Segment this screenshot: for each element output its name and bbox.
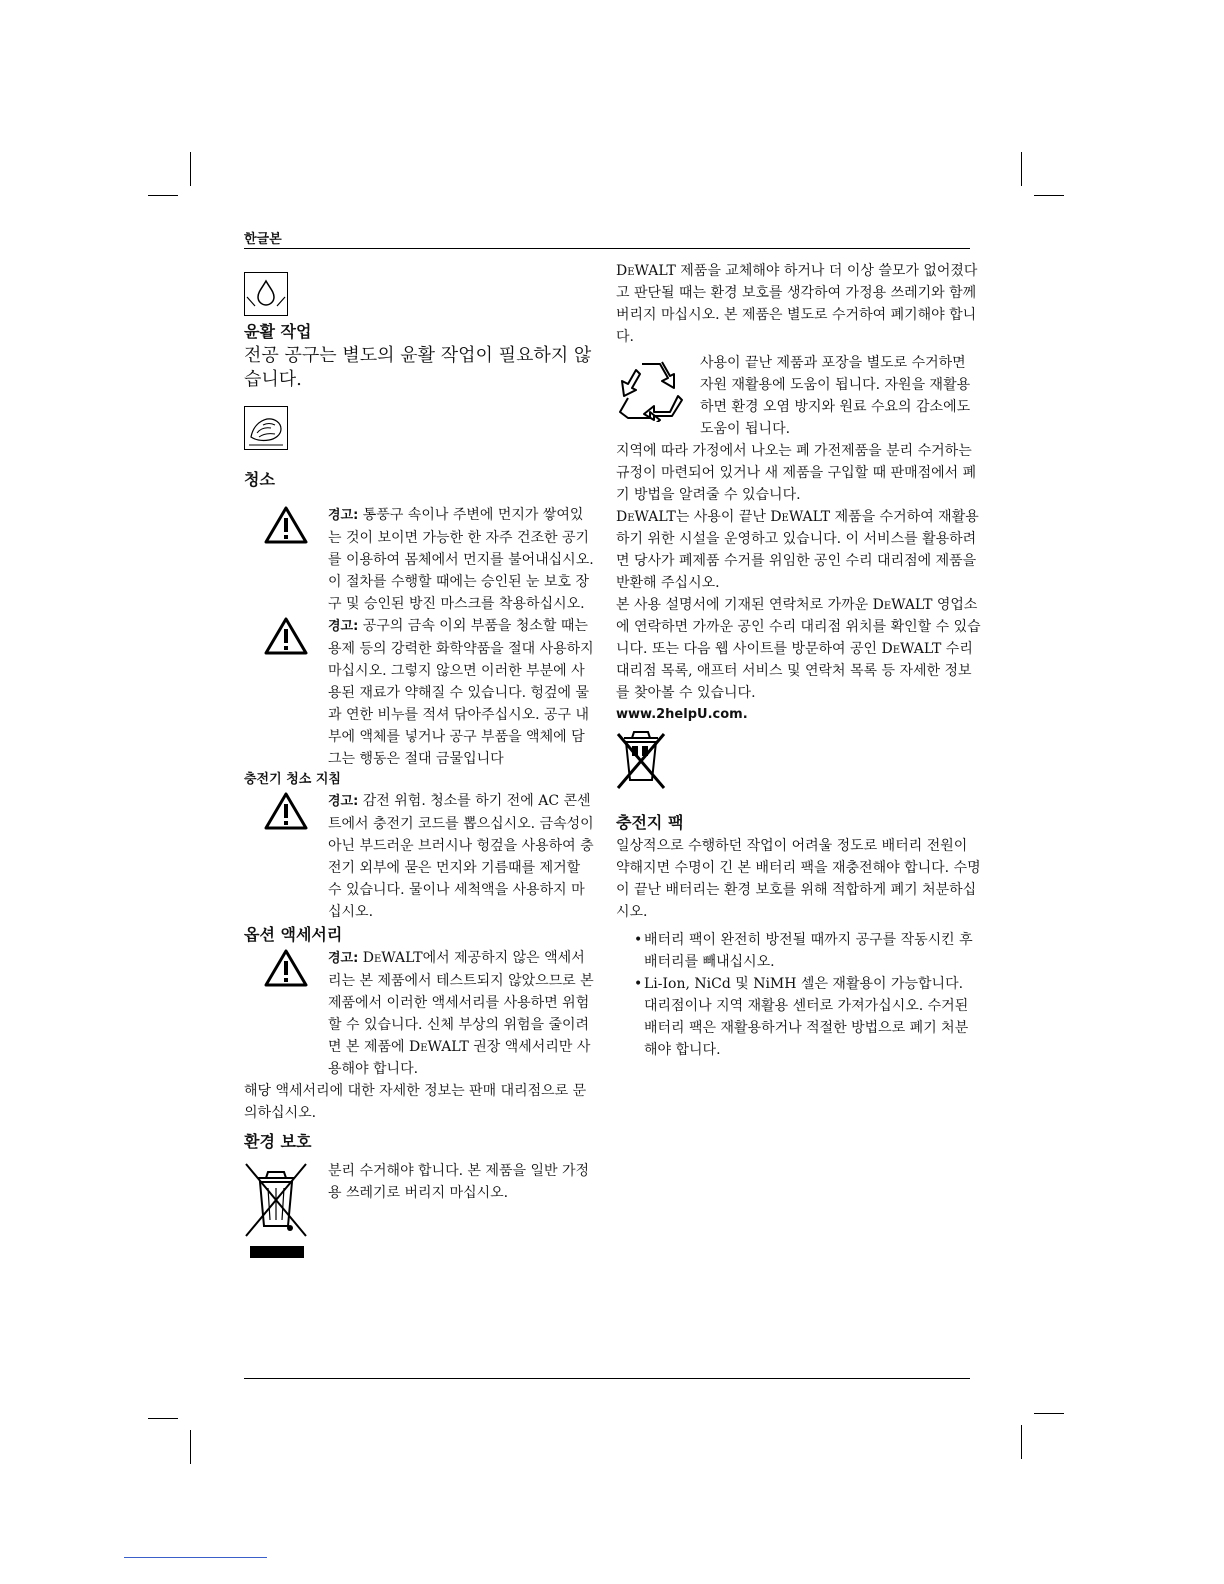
lubrication-text: 전공 공구는 별도의 윤활 작업이 필요하지 않습니다.: [244, 345, 592, 390]
warning-text: 권장 액세서리만 사용해야 합니다.: [328, 1039, 591, 1077]
header-rule: [244, 248, 970, 249]
warning-text: 공구의 금속 이외 부품을 청소할 때는 용제 등의 강력한 화학약품을 절대 사용하지 마십시오. 그렇지 않으면 이러한 부분에 사용된 재료가 약해질 수 있습니다. 헝겊에 물과 연한 비누를 적셔 닦아주십시오. 공구 내부에 액체를 넣거나 공구 부품을 액체에 담그는 행동은 절대 금물입니다: [328, 618, 594, 767]
brand-name: DeWALT: [362, 950, 423, 966]
page-header-label: 한글본: [244, 232, 282, 247]
crop-mark: [148, 195, 178, 196]
crop-mark: [148, 1418, 178, 1419]
crop-mark: [1034, 195, 1064, 196]
oil-drop-icon: [244, 272, 288, 316]
cleaning-warning-2: [244, 615, 594, 770]
hand-cleaning-icon: [244, 406, 288, 450]
brand-name: DeWALT: [872, 597, 933, 613]
warning-label: 경고:: [328, 794, 359, 809]
crossed-battery-bin-icon: [616, 728, 666, 792]
local-rules-paragraph: 지역에 따라 가정에서 나오는 폐 가전제품을 분리 수거하는 규정이 마련되어 있거나 새 제품을 구입할 때 판매점에서 폐기 방법을 알려줄 수 있습니다.: [616, 443, 977, 503]
recycle-text: 사용이 끝난 제품과 포장을 별도로 수거하면 자원 재활용에 도움이 됩니다. 자원을 재활용하면 환경 오염 방지와 원료 수요의 감소에도 도움이 됩니다.: [700, 355, 971, 437]
warning-triangle-icon: [264, 949, 308, 987]
brand-name: DeWALT: [408, 1039, 469, 1055]
disposal-paragraph: [616, 260, 981, 348]
crop-mark: [190, 152, 191, 186]
paragraph-text: 제품을 교체해야 하거나 더 이상 쓸모가 없어졌다고 판단될 때는 환경 보호를 생각하여 가정용 쓰레기와 함께 버리지 마십시오. 본 제품은 별도로 수거하여 폐기해야 합니다.: [616, 263, 978, 345]
paragraph-text: 영업소에 연락하면 가까운 공인 수리 대리점 위치를 확인할 수 있습니다. 또는 다음 웹 사이트를 방문하여 공인: [616, 597, 981, 657]
warning-triangle-icon: [264, 617, 308, 655]
brand-name: DeWALT: [770, 509, 831, 525]
accessories-warning: [244, 947, 594, 1080]
recycle-row: [616, 352, 981, 440]
battery-text: 일상적으로 수행하던 작업이 어려울 정도로 배터리 전원이 약해지면 수명이 긴 본 배터리 팩을 재충전해야 합니다. 수명이 끝난 배터리는 환경 보호를 위해 적합하게 폐기 처분하십시오.: [616, 838, 981, 920]
warning-text: 에서 제공하지 않은 액세서리는 본 제품에서 테스트되지 않았으므로 본 제품에서 이러한 액세서리를 사용하면 위험할 수 있습니다. 신체 부상의 위험을 줄이려면 본 제품에: [328, 950, 594, 1055]
warning-label: 경고:: [328, 619, 359, 634]
crop-mark: [1021, 152, 1022, 186]
warning-label: 경고:: [328, 951, 359, 966]
brand-name: DeWALT: [616, 263, 676, 279]
paragraph-text: 는 사용이 끝난: [675, 509, 771, 525]
crop-mark: [190, 1430, 191, 1464]
environment-title: 환경 보호: [244, 1132, 312, 1151]
list-item: • 배터리 팩이 완전히 방전될 때까지 공구를 작동시킨 후 배터리를 빼내십시오.: [634, 929, 981, 973]
cleaning-warning-1: [244, 504, 594, 615]
warning-text: 감전 위험. 청소를 하기 전에 AC 콘센트에서 충전기 코드를 뽑으십시오. 금속성이 아닌 부드러운 브러시나 헝겊을 사용하여 충전기 외부에 묻은 먼지와 기름때를 제거할 수 있습니다. 물이나 세척액을 사용하지 마십시오.: [328, 793, 594, 920]
bottom-link-underline: [124, 1557, 267, 1558]
collection-paragraph: [616, 506, 981, 594]
footer-rule: [244, 1378, 970, 1379]
charger-cleaning-title: 충전기 청소 지침: [244, 772, 341, 787]
environment-row: [244, 1160, 594, 1267]
warning-triangle-icon: [264, 792, 308, 830]
right-column: [616, 260, 981, 1061]
crop-mark: [1034, 1413, 1064, 1414]
left-column: [244, 270, 594, 1267]
battery-bullet-list: [634, 929, 981, 1061]
list-item: • Li-Ion, NiCd 및 NiMH 셀은 재활용이 가능합니다. 대리점이나 지역 재활용 센터로 가져가십시오. 수거된 배터리 팩은 재활용하거나 적절한 방법으로 폐기 처분해야 합니다.: [634, 973, 981, 1061]
environment-text: 분리 수거해야 합니다. 본 제품을 일반 가정용 쓰레기로 버리지 마십시오.: [328, 1163, 590, 1201]
crop-mark: [1021, 1425, 1022, 1459]
website-link[interactable]: www.2helpU.com.: [616, 707, 748, 722]
paragraph-text: 제품을 수거하여 재활용하기 위한 시설을 운영하고 있습니다. 이 서비스를 활용하려면 당사가 폐제품 수거를 위임한 공인 수리 대리점에 제품을 반환해 주십시오.: [616, 509, 979, 591]
cleaning-title: 청소: [244, 470, 275, 489]
contact-paragraph: [616, 594, 981, 704]
warning-triangle-icon: [264, 506, 308, 544]
accessories-title: 옵션 액세서리: [244, 925, 343, 944]
brand-name: DeWALT: [881, 641, 942, 657]
battery-title: 충전지 팩: [616, 813, 684, 832]
warning-text: 통풍구 속이나 주변에 먼지가 쌓여있는 것이 보이면 가능한 한 자주 건조한 공기를 이용하여 몸체에서 먼지를 불어내십시오. 이 절차를 수행할 때에는 승인된 눈 보호 장구 및 승인된 방진 마스크를 착용하십시오.: [328, 507, 594, 612]
recycle-icon: [616, 358, 686, 422]
brand-name: DeWALT: [616, 509, 676, 525]
charger-warning: [244, 790, 594, 923]
lubrication-title: 윤활 작업: [244, 322, 312, 341]
warning-label: 경고:: [328, 508, 359, 523]
accessories-note: 해당 액세서리에 대한 자세한 정보는 판매 대리점으로 문의하십시오.: [244, 1083, 587, 1121]
paragraph-text: 수리 대리점 목록, 애프터 서비스 및 연락처 목록 등 자세한 정보를 찾아볼 수 있습니다.: [616, 641, 973, 701]
crossed-bin-icon: [244, 1160, 308, 1260]
paragraph-text: 본 사용 설명서에 기재된 연락처로 가까운: [616, 597, 873, 613]
